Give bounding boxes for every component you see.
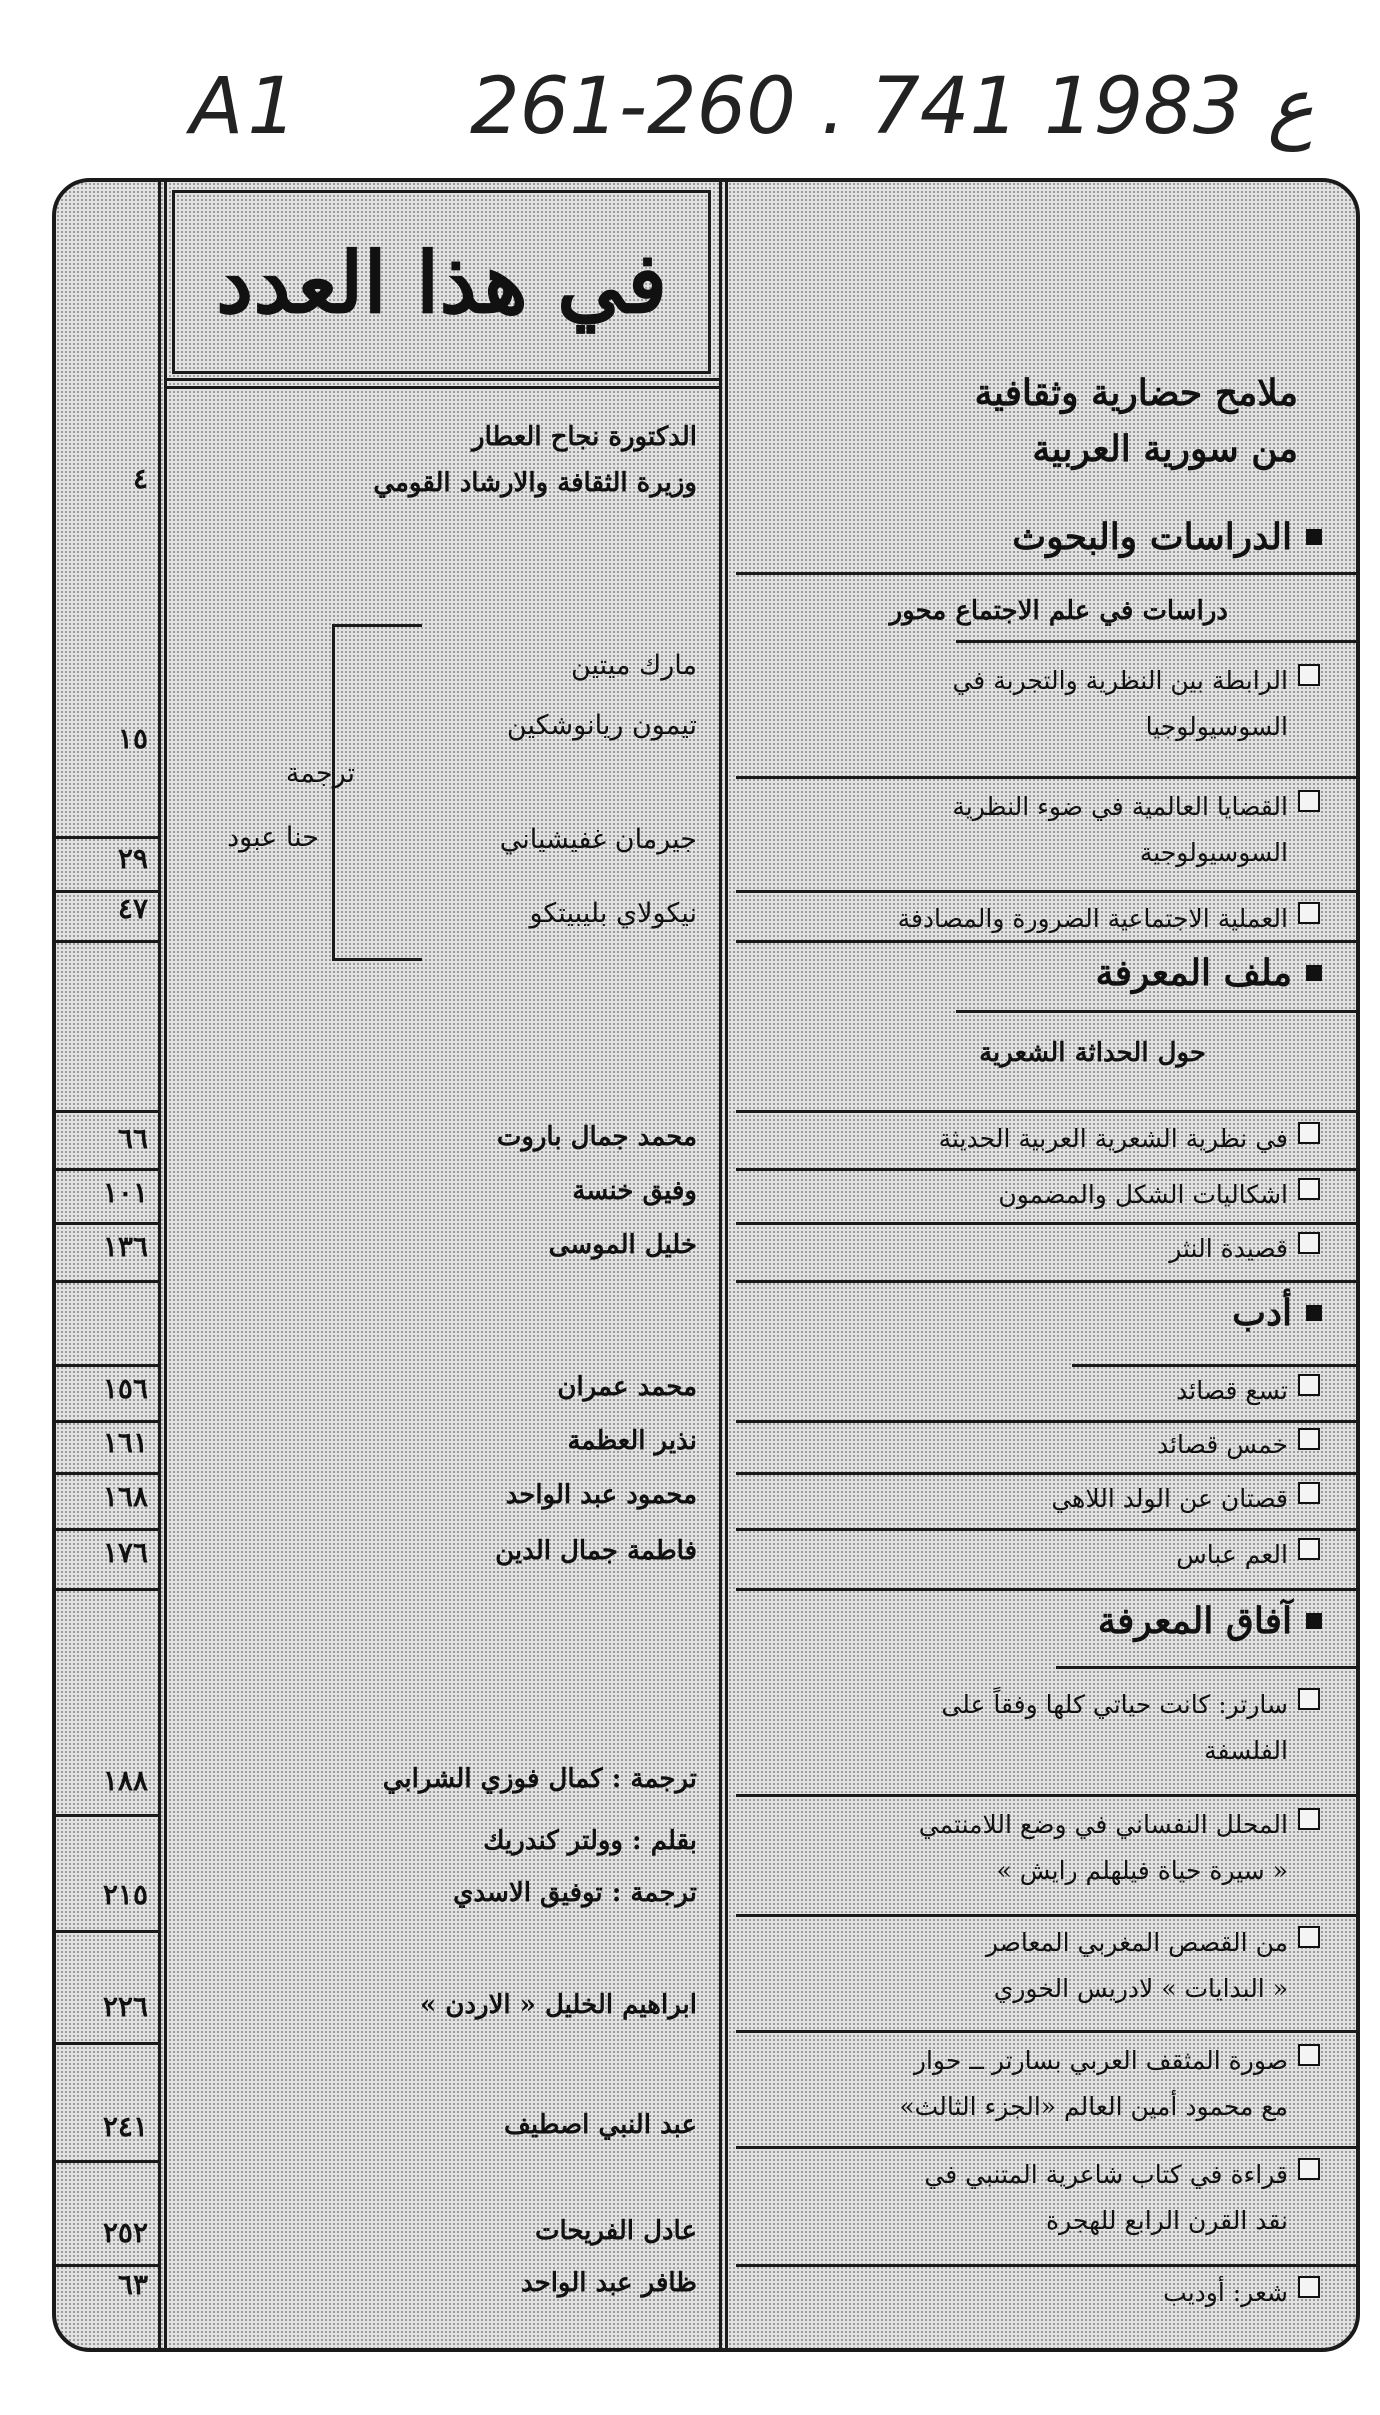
studies-subtitle: دراسات في علم الاجتماع محور: [889, 596, 1228, 626]
list-item: المحلل النفساني في وضع اللامنتمي « سيرة حياة فيلهلم رايش »: [919, 1802, 1320, 1894]
list-item: قراءة في كتاب شاعرية المتنبي في نقد القرن الرابع للهجرة: [924, 2152, 1320, 2244]
list-item: قصيدة النثر: [1169, 1226, 1320, 1272]
section-knowledge-file: ملف المعرفة: [1095, 952, 1322, 994]
list-item: من القصص المغربي المعاصر « البدايات » لادريس الخوري: [986, 1920, 1320, 2012]
list-item: صورة المثقف العربي بسارتر ــ حوار مع محمود أمين العالم «الجزء الثالث»: [899, 2038, 1320, 2130]
list-item: شعر: أوديب: [1163, 2270, 1320, 2316]
author-literature: محمود عبد الواحد: [505, 1480, 697, 1510]
section-bullet-icon: [1306, 965, 1322, 981]
list-item: العم عباس: [1176, 1532, 1320, 1578]
knowledge-subtitle: حول الحداثة الشعرية: [979, 1038, 1206, 1068]
list-item: خمس قصائد: [1157, 1422, 1320, 1468]
checkbox-icon: [1298, 1122, 1320, 1144]
checkbox-icon: [1298, 2158, 1320, 2180]
section-literature: أدب: [1232, 1292, 1322, 1334]
page-number: ٢٩: [117, 842, 148, 875]
author-literature: محمد عمران: [557, 1372, 697, 1402]
author-studies: تيمون ريانوشكين: [506, 710, 697, 741]
translator-name: حنا عبود: [227, 822, 319, 853]
author-horizons: ترجمة : توفيق الاسدي: [453, 1878, 697, 1908]
authors-column: [164, 182, 719, 2348]
section-bullet-icon: [1306, 529, 1322, 545]
list-item: قصتان عن الولد اللاهي: [1051, 1476, 1320, 1522]
author-studies: جيرمان غفيشياني: [499, 824, 697, 855]
page-number: ١٦١: [102, 1426, 148, 1459]
list-item: اشكاليات الشكل والمضمون: [998, 1172, 1320, 1218]
page-number: ٢٥٢: [102, 2216, 148, 2249]
checkbox-icon: [1298, 1374, 1320, 1396]
divider-middle-right: [719, 182, 722, 2348]
page-number: ١٣٦: [102, 1230, 148, 1263]
contents-column: [726, 182, 1356, 2348]
author-knowledge: خليل الموسى: [548, 1230, 697, 1260]
checkbox-icon: [1298, 1688, 1320, 1710]
checkbox-icon: [1298, 1428, 1320, 1450]
page-number: ٢٤١: [102, 2110, 148, 2143]
checkbox-icon: [1298, 2276, 1320, 2298]
checkbox-icon: [1298, 664, 1320, 686]
page-number: ١٥: [117, 722, 148, 755]
divider-numbers: [158, 182, 161, 2348]
page-number-column: [56, 182, 158, 2348]
checkbox-icon: [1298, 1178, 1320, 1200]
page-number: ٦٣: [117, 2268, 148, 2301]
section-bullet-icon: [1306, 1305, 1322, 1321]
page-number: ١٧٦: [102, 1536, 148, 1569]
author-knowledge: محمد جمال باروت: [496, 1122, 697, 1152]
page-title: في هذا العدد: [215, 232, 668, 332]
section-horizons: آفاق المعرفة: [1098, 1600, 1322, 1642]
page-number: ٦٦: [117, 1122, 148, 1155]
list-item: العملية الاجتماعية الضرورة والمصادفة: [898, 896, 1320, 942]
intro-subtitle: من سورية العربية: [1032, 428, 1298, 470]
section-bullet-icon: [1306, 1613, 1322, 1629]
author-horizons: ابراهيم الخليل « الاردن »: [420, 1990, 697, 2020]
contents-frame: [52, 178, 1360, 2352]
author-intro: الدكتورة نجاح العطار: [472, 422, 697, 452]
checkbox-icon: [1298, 1232, 1320, 1254]
page-number: ١٠١: [102, 1176, 148, 1209]
checkbox-icon: [1298, 790, 1320, 812]
page-number: ٤: [132, 462, 148, 495]
author-horizons: عبد النبي اصطيف: [503, 2110, 697, 2140]
list-item: تسع قصائد: [1176, 1368, 1320, 1414]
translation-label: ترجمة: [285, 758, 355, 789]
author-horizons: ظافر عبد الواحد: [520, 2268, 697, 2298]
page-number: ١٨٨: [102, 1764, 148, 1797]
author-knowledge: وفيق خنسة: [572, 1176, 697, 1206]
checkbox-icon: [1298, 1926, 1320, 1948]
section-studies: الدراسات والبحوث: [1012, 516, 1322, 558]
author-studies: نيكولاي بليبيتكو: [529, 898, 697, 929]
checkbox-icon: [1298, 1482, 1320, 1504]
author-horizons: ترجمة : كمال فوزي الشرابي: [382, 1764, 697, 1794]
page-number: ٤٧: [117, 892, 148, 925]
page-number: ١٦٨: [102, 1480, 148, 1513]
page-number: ١٥٦: [102, 1372, 148, 1405]
list-item: القضايا العالمية في ضوء النظرية السوسيولوجية: [952, 784, 1320, 876]
author-intro-role: وزيرة الثقافة والارشاد القومي: [373, 468, 697, 498]
checkbox-icon: [1298, 1808, 1320, 1830]
author-horizons: عادل الفريحات: [534, 2216, 697, 2246]
checkbox-icon: [1298, 902, 1320, 924]
header-box: [172, 190, 711, 374]
list-item: في نظرية الشعرية العربية الحديثة: [939, 1116, 1320, 1162]
author-literature: فاطمة جمال الدين: [495, 1536, 697, 1566]
list-item: سارتر: كانت حياتي كلها وفقاً على الفلسفة: [941, 1682, 1320, 1774]
author-literature: نذير العظمة: [567, 1426, 697, 1456]
page-number: ٢١٥: [102, 1878, 148, 1911]
author-studies: مارك ميتين: [570, 650, 697, 681]
checkbox-icon: [1298, 2044, 1320, 2066]
author-horizons: بقلم : وولتر كندريك: [483, 1826, 697, 1856]
checkbox-icon: [1298, 1538, 1320, 1560]
handwritten-code-left: A1: [190, 62, 301, 152]
intro-title: ملامح حضارية وثقافية: [974, 372, 1298, 414]
handwritten-code-right: 261-260 . ع 1983 741: [470, 62, 1314, 152]
page-number: ٢٢٦: [102, 1990, 148, 2023]
list-item: الرابطة بين النظرية والتجربة في السوسيولوجيا: [952, 658, 1320, 750]
